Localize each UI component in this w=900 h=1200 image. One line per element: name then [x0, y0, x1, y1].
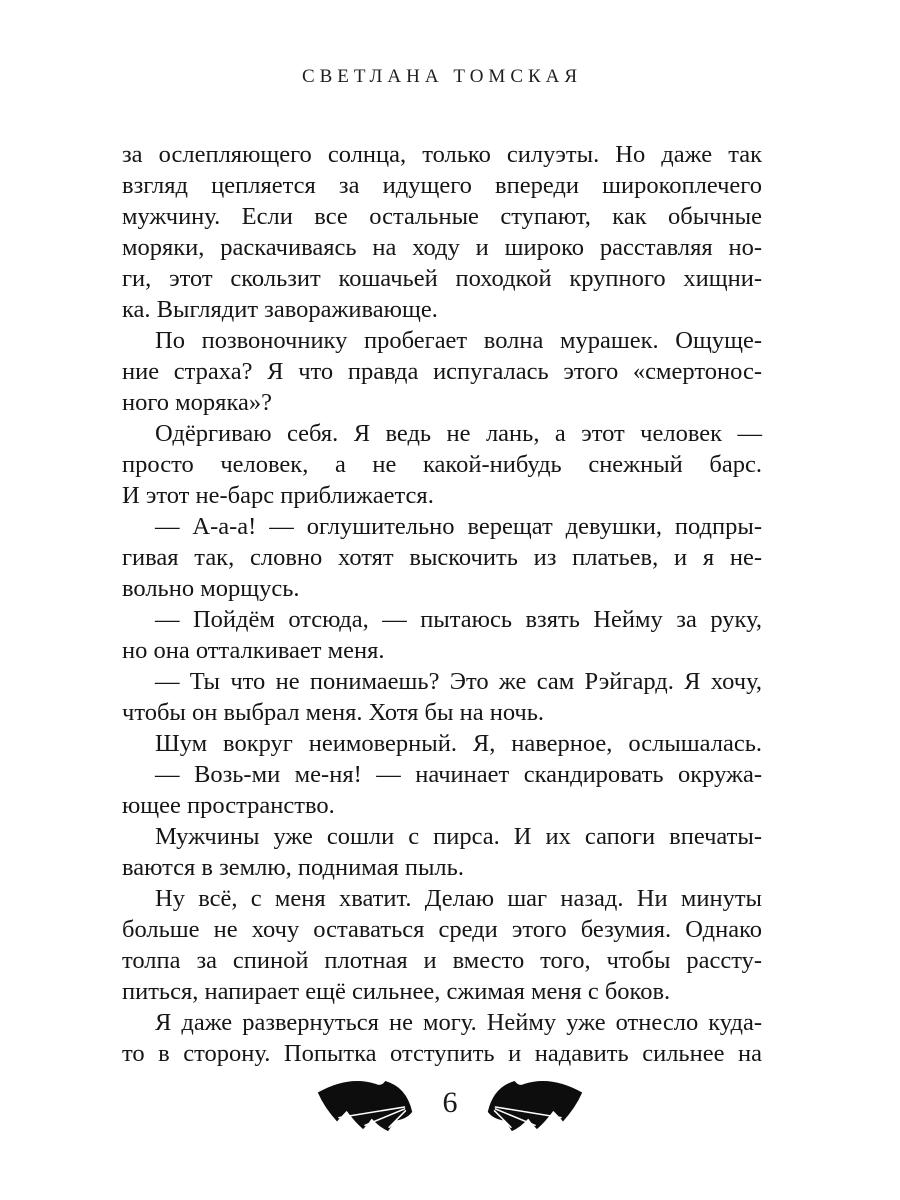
paragraph	[122, 1007, 762, 1069]
body-text	[122, 139, 762, 1069]
paragraph	[122, 759, 762, 821]
page-footer	[0, 1075, 900, 1139]
text-line: за ослепляющего солнца, только силуэты. Но даже так	[122, 141, 762, 168]
paragraph	[122, 728, 762, 759]
text-line: ваются в землю, поднимая пыль.	[122, 854, 464, 881]
paragraph	[122, 418, 762, 511]
text-line: гивая так, словно хотят выскочить из платьев, и я не-	[122, 544, 762, 571]
paragraph	[122, 604, 762, 666]
text-line: толпа за спиной плотная и вместо того, чтобы рассту-	[122, 947, 762, 974]
text-line: — Ты что не понимаешь? Это же сам Рэйгард. Я хочу,	[155, 668, 762, 695]
text-line: ги, этот скользит кошачьей походкой крупного хищни-	[122, 265, 762, 292]
text-line: По позвоночнику пробегает волна мурашек. Ощуще-	[155, 327, 762, 354]
paragraph	[122, 139, 762, 325]
text-line: вольно морщусь.	[122, 575, 300, 602]
paragraph	[122, 821, 762, 883]
text-line: просто человек, а не какой-нибудь снежный барс.	[122, 451, 762, 478]
text-line: ние страха? Я что правда испугалась этого «смертонос-	[122, 358, 762, 385]
paragraph	[122, 325, 762, 418]
text-line: — А-а-а! — оглушительно верещат девушки, подпры-	[155, 513, 762, 540]
text-line: Ну всё, с меня хватит. Делаю шаг назад. Ни минуты	[155, 885, 762, 912]
text-line: больше не хочу оставаться среди этого безумия. Однако	[122, 916, 762, 943]
page-number: 6	[442, 1086, 458, 1119]
text-line: моряки, раскачиваясь на ходу и широко расставляя но-	[122, 234, 762, 261]
text-line: Мужчины уже сошли с пирса. И их сапоги впечаты-	[155, 823, 762, 850]
running-header-author: СВЕТЛАНА ТОМСКАЯ	[301, 66, 583, 87]
paragraph	[122, 666, 762, 728]
bat-wing-left-icon	[312, 1075, 418, 1139]
text-line: — Возь-ми ме-ня! — начинает скандировать окружа-	[155, 761, 762, 788]
text-line: ющее пространство.	[122, 792, 335, 819]
text-line: Одёргиваю себя. Я ведь не лань, а этот человек —	[155, 420, 762, 447]
text-line: но она отталкивает меня.	[122, 637, 385, 664]
bat-wing-right-icon	[482, 1075, 588, 1139]
text-line: питься, напирает ещё сильнее, сжимая меня с боков.	[122, 978, 671, 1005]
text-line: ка. Выглядит завораживающе.	[122, 296, 438, 323]
text-line: мужчину. Если все остальные ступают, как обычные	[122, 203, 762, 230]
text-line: то в сторону. Попытка отступить и надавить сильнее на	[122, 1040, 762, 1067]
text-line: ного моряка»?	[122, 389, 272, 416]
text-line: чтобы он выбрал меня. Хотя бы на ночь.	[122, 699, 545, 726]
text-line: — Пойдём отсюда, — пытаюсь взять Нейму за руку,	[155, 606, 762, 633]
text-line: Шум вокруг неимоверный. Я, наверное, ослышалась.	[155, 730, 762, 757]
text-line: взгляд цепляется за идущего впереди широкоплечего	[122, 172, 762, 199]
text-line: Я даже развернуться не могу. Нейму уже отнесло куда-	[155, 1009, 762, 1036]
paragraph	[122, 511, 762, 604]
text-line: И этот не-барс приближается.	[122, 482, 434, 509]
paragraph	[122, 883, 762, 1007]
